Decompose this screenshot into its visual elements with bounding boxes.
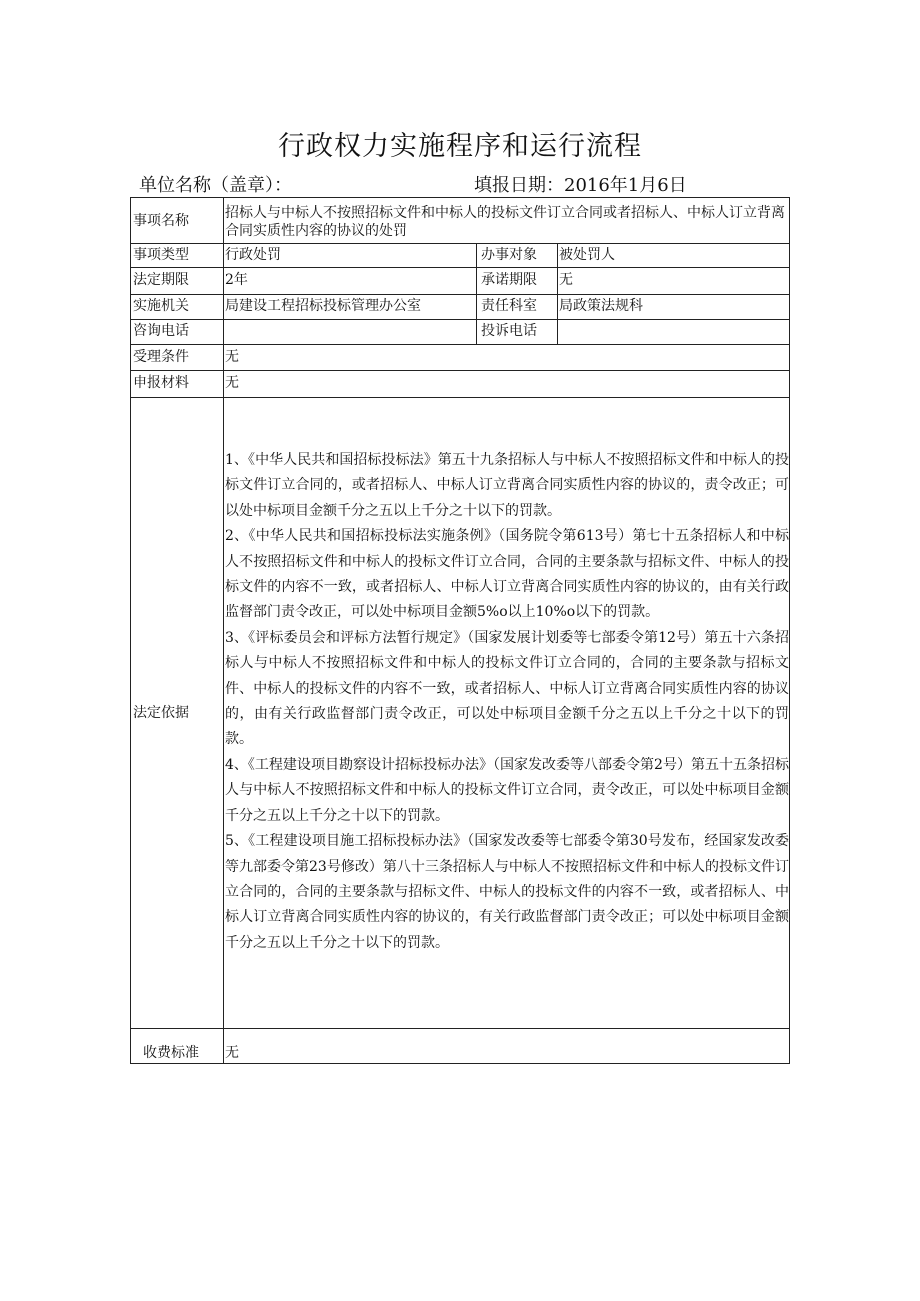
materials-value: 无	[225, 375, 239, 391]
materials-label: 申报材料	[133, 375, 189, 391]
legal-basis-item: 3、《评标委员会和评标方法暂行规定》（国家发展计划委等七部委令第12号）第五十六条招标人与中标人不按照招标文件和中标人的投标文件订立合同的，合同的主要条款与招标文件、中标人的投标文件的内容不一致，或者招标人、中标人订立背离合同实质性内容的协议的，由有关行政监督部门责令改正，可以处中标项目金额千分之五以上千分之十以下的罚款。	[225, 629, 789, 748]
legal-basis-item: 4、《工程建设项目勘察设计招标投标办法》（国家发改委等八部委令第2号）第五十五条招标人与中标人不按照招标文件和中标人的投标文件订立合同，责令改正，可以处中标项目金额千分之五以上千分之十以下的罚款。	[225, 756, 789, 824]
item-type-label: 事项类型	[133, 247, 189, 263]
item-name-value: 招标人与中标人不按照招标文件和中标人的投标文件订立合同或者招标人、中标人订立背离合同实质性内容的协议的处罚	[225, 205, 785, 239]
agency-value: 局建设工程招标投标管理办公室	[225, 298, 421, 314]
dept-value: 局政策法规科	[559, 298, 643, 314]
legal-basis-label: 法定依据	[133, 705, 189, 721]
legal-period-label: 法定期限	[133, 272, 189, 288]
acceptance-value: 无	[225, 349, 239, 365]
agency-label: 实施机关	[133, 298, 189, 314]
dept-label: 责任科室	[481, 298, 537, 314]
target-label: 办事对象	[481, 247, 537, 263]
fee-label: 收费标准	[143, 1045, 199, 1061]
fill-date-label: 填报日期：2016年1月6日	[474, 175, 687, 196]
complaint-phone-label: 投诉电话	[481, 323, 537, 339]
legal-period-value: 2年	[225, 272, 248, 288]
fee-value: 无	[225, 1045, 239, 1061]
legal-basis-text	[225, 448, 789, 956]
acceptance-label: 受理条件	[133, 349, 189, 365]
legal-basis-item: 5、《工程建设项目施工招标投标办法》（国家发改委等七部委令第30号发布，经国家发改委等九部委令第23号修改）第八十三条招标人与中标人不按照招标文件和中标人的投标文件订立合同的，合同的主要条款与招标文件、中标人的投标文件的内容不一致，或者招标人、中标人订立背离合同实质性内容的协议的，有关行政监督部门责令改正；可以处中标项目金额千分之五以上千分之十以下的罚款。	[225, 833, 789, 951]
target-value: 被处罚人	[559, 247, 615, 263]
legal-basis-item: 1、《中华人民共和国招标投标法》第五十九条招标人与中标人不按照招标文件和中标人的投标文件订立合同的，或者招标人、中标人订立背离合同实质性内容的协议的，责令改正；可以处中标项目金额千分之五以上千分之十以下的罚款。	[225, 452, 789, 519]
consult-phone-label: 咨询电话	[133, 323, 189, 339]
promised-period-value: 无	[559, 272, 573, 288]
item-type-value: 行政处罚	[225, 247, 281, 263]
page-title: 行政权力实施程序和运行流程	[278, 131, 642, 162]
promised-period-label: 承诺期限	[481, 272, 537, 288]
legal-basis-item: 2、《中华人民共和国招标投标法实施条例》（国务院令第613号）第七十五条招标人和中标人不按照招标文件和中标人的投标文件订立合同，合同的主要条款与招标文件、中标人的投标文件的内容不一致，或者招标人、中标人订立背离合同实质性内容的协议的，由有关行政监督部门责令改正，可以处中标项目金额5%o以上10%o以下的罚款。	[225, 528, 789, 621]
unit-name-label: 单位名称（盖章）：	[139, 175, 292, 196]
item-name-label: 事项名称	[133, 213, 189, 229]
procedure-table	[130, 197, 790, 1064]
